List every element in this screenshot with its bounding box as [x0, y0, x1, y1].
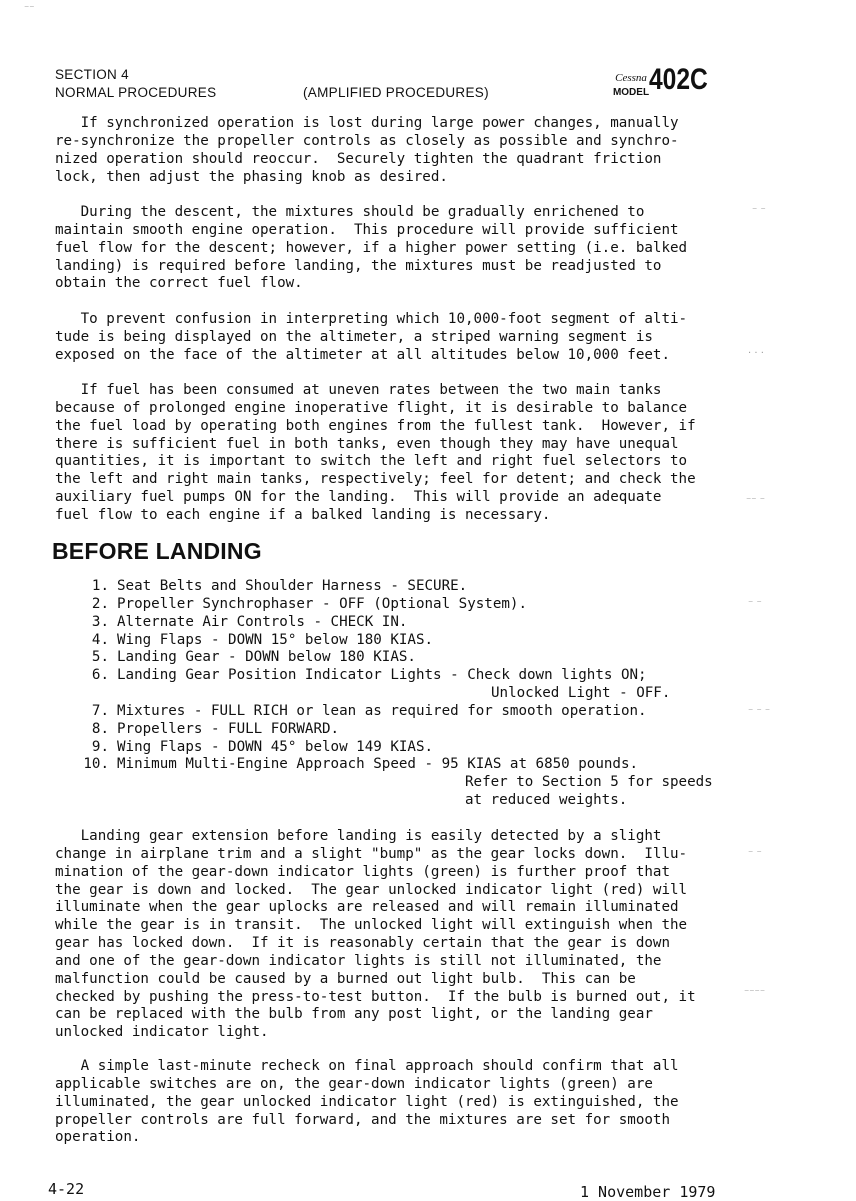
item-number: 3. [91, 613, 109, 630]
item-text: Wing Flaps - DOWN 45° below 149 KIAS. [117, 738, 434, 755]
scan-mark: ⁻ ⁻ [748, 599, 762, 610]
revision-date: 1 November 1979 [580, 1183, 716, 1201]
checklist-item [55, 649, 713, 667]
model-label: MODEL [612, 87, 650, 98]
scan-mark: ⁻ ⁻ ⁻ [748, 707, 771, 718]
section-title: NORMAL PROCEDURES [55, 85, 217, 100]
model-number: 402C [649, 63, 708, 96]
item-text: Seat Belts and Shoulder Harness - SECURE. [117, 578, 468, 594]
item-continuation: Unlocked Light - OFF. [491, 685, 671, 702]
paragraph-final-recheck: A simple last-minute recheck on final approach should confirm that all applicable switches are on, the gear-down indicator lights (green) are illuminated, the gear unlocked indicator light (red) is extinguished, the propeller controls are full forward, and the mixtures are set for smooth operation. [55, 1058, 679, 1146]
item-number: 9. [91, 738, 109, 755]
paragraph-gear-extension: Landing gear extension before landing is easily detected by a slight change in airplane trim and a slight "bump" as the gear locks down. Illu- mination of the gear-down indicator lights (green) is further proof that the gear is down and locked. The gear unlocked indicator light (red) will illuminate when the gear uplocks are released and will remain illuminated while the gear is in transit. The unlocked light will extinguish when the gear has locked down. If it is reasonably certain that the gear is down and one of the gear-down indicator lights is still not illuminated, the malfunction could be caused by a burned out light bulb. This can be checked by pushing the press-to-test button. If the bulb is burned out, it can be replaced with the bulb from any post light, or the landing gear unlocked indicator light. [55, 828, 696, 1041]
paragraph-descent: During the descent, the mixtures should be gradually enrichened to maintain smooth engine operation. This procedure will provide sufficient fuel flow for the descent; however, if a higher power setting (i.e. balked landing) is required before landing, the mixtures must be readjusted to obtain the correct fuel flow. [55, 204, 688, 292]
page-header [55, 63, 735, 107]
item-number: 4. [91, 631, 109, 648]
item-number: 6. [91, 667, 109, 684]
item-text: Minimum Multi-Engine Approach Speed - 95 KIAS at 6850 pounds. [117, 756, 639, 773]
checklist-item [55, 614, 713, 632]
item-text: Propellers - FULL FORWARD. [117, 720, 340, 737]
scan-mark: · · · [748, 348, 764, 359]
item-text: Landing Gear - DOWN below 180 KIAS. [117, 649, 416, 666]
before-landing-checklist [55, 578, 713, 810]
scan-mark: ⁻ ⁻ [748, 849, 762, 860]
item-number: 2. [91, 595, 109, 612]
item-text: Propeller Synchrophaser - OFF (Optional System). [117, 595, 527, 612]
scan-mark: ⁻⁻⁻⁻ [744, 988, 766, 999]
checklist-item [55, 703, 713, 721]
scan-mark: ⁻⁻ ⁻ [746, 496, 766, 507]
paragraph-fuel-balance: If fuel has been consumed at uneven rates between the two main tanks because of prolonged engine inoperative flight, it is desirable to balance the fuel load by operating both engines from the fullest tank. However, if there is sufficient fuel in both tanks, even though they may have unequal quantities, it is important to switch the left and right fuel selectors to the left and right main tanks, respectively; feel for detent; and check the auxiliary fuel pumps ON for the landing. This will provide an adequate fuel flow to each engine if a balked landing is necessary. [55, 382, 696, 523]
section-label: SECTION 4 [55, 67, 129, 82]
checklist-item [55, 667, 713, 703]
item-number: 7. [91, 702, 109, 719]
paragraph-altimeter: To prevent confusion in interpreting which 10,000-foot segment of alti- tude is being displayed on the altimeter, a striped warning segment is exposed on the face of the altimeter at all altitudes below 10,000 feet. [55, 311, 688, 363]
item-continuation: Refer to Section 5 for speeds at reduced weights. [465, 774, 713, 809]
item-number: 1. [91, 578, 109, 594]
page-number: 4-22 [48, 1180, 85, 1198]
item-text: Mixtures - FULL RICH or lean as required for smooth operation. [117, 702, 647, 719]
item-text: Alternate Air Controls - CHECK IN. [117, 613, 408, 630]
item-number: 10. [83, 756, 109, 773]
checklist-item [55, 721, 713, 739]
before-landing-heading: BEFORE LANDING [52, 538, 262, 564]
scan-mark: ⁻ ⁻ [752, 206, 766, 217]
item-number: 5. [91, 649, 109, 666]
checklist-item [55, 596, 713, 614]
checklist-item [55, 756, 713, 810]
procedures-subtitle: (AMPLIFIED PROCEDURES) [303, 85, 489, 100]
checklist-item [55, 739, 713, 757]
checklist-item [55, 578, 713, 596]
item-text: Landing Gear Position Indicator Lights - Check down lights ON; [117, 667, 647, 684]
scan-mark: ⁻⁻ [24, 4, 35, 15]
item-text: Wing Flaps - DOWN 15° below 180 KIAS. [117, 631, 434, 648]
brand-logo: Cessna [615, 72, 647, 84]
item-number: 8. [91, 720, 109, 737]
paragraph-synchronization: If synchronized operation is lost during large power changes, manually re-synchronize the propeller controls as closely as possible and synchro- nized operation should reoccur. Securely tighten the quadrant friction lock, then adjust the phasing knob as desired. [55, 115, 679, 185]
checklist-item [55, 632, 713, 650]
